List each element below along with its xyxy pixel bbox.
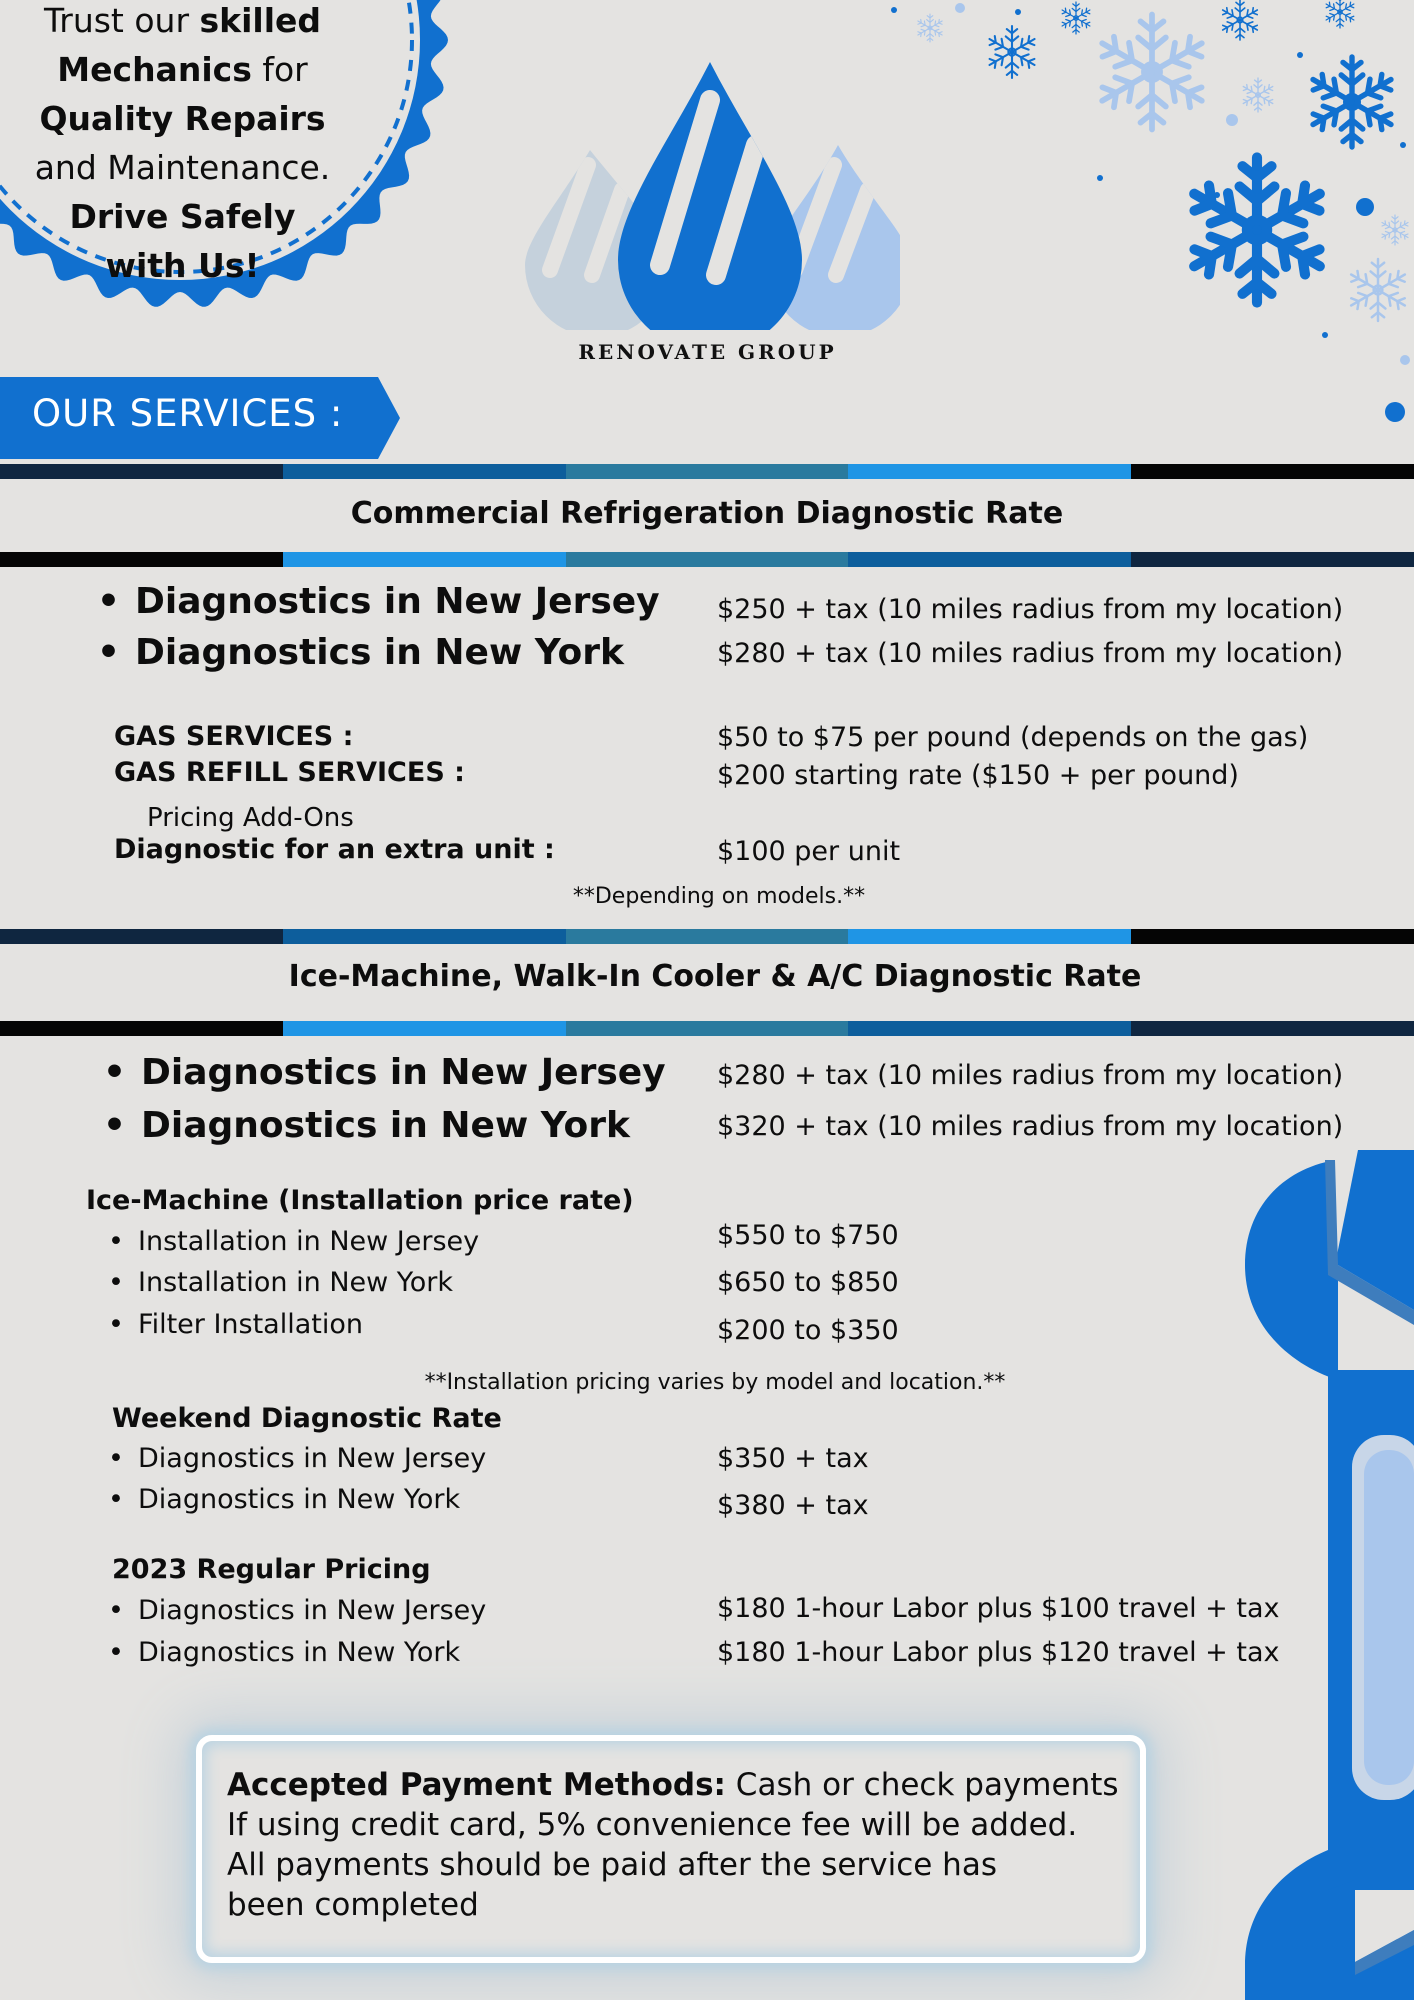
installation-note: **Installation pricing varies by model and location.** — [424, 1370, 1006, 1395]
list-item: • Diagnostics in New Jersey — [108, 1595, 486, 1626]
renovate-group-logo — [520, 60, 900, 330]
price-value: $320 + tax (10 miles radius from my location) — [717, 1111, 1344, 1142]
section-title-ice-machine: Ice-Machine, Walk-In Cooler & A/C Diagnostic Rate — [288, 959, 1142, 994]
list-item: • Diagnostics in New Jersey — [108, 1443, 486, 1474]
gas-services-label: GAS SERVICES : — [114, 721, 354, 752]
price-value: $180 1-hour Labor plus $120 travel + tax — [717, 1637, 1280, 1668]
price-value: $200 to $350 — [717, 1315, 899, 1346]
extra-unit-label: Diagnostic for an extra unit : — [114, 834, 555, 865]
ice-machine-heading: Ice-Machine (Installation price rate) — [86, 1185, 634, 1216]
divider-bar — [0, 1021, 1414, 1036]
price-value: $250 + tax (10 miles radius from my location) — [717, 594, 1344, 625]
price-value: $100 per unit — [717, 836, 901, 867]
pricing-addons-label: Pricing Add-Ons — [147, 803, 354, 833]
list-item: • Diagnostics in New York — [108, 1484, 460, 1515]
price-value: $50 to $75 per pound (depends on the gas) — [717, 722, 1309, 753]
regular-pricing-heading: 2023 Regular Pricing — [112, 1554, 431, 1585]
gas-refill-label: GAS REFILL SERVICES : — [114, 757, 465, 788]
weekend-heading: Weekend Diagnostic Rate — [112, 1403, 502, 1434]
badge-message: Trust our skilled Mechanics for Quality Repairs and Maintenance. Drive Safely with Us! — [34, 1, 331, 285]
price-value: $350 + tax — [717, 1443, 869, 1474]
list-item: • Installation in New York — [108, 1267, 453, 1298]
logo-name: RENOVATE GROUP — [578, 340, 837, 364]
price-value: $380 + tax — [717, 1490, 869, 1521]
models-note: **Depending on models.** — [572, 884, 866, 909]
price-value: $280 + tax (10 miles radius from my location) — [717, 638, 1344, 669]
list-item: • Diagnostics in New York — [108, 1637, 460, 1668]
payment-methods: Accepted Payment Methods: Cash or check payments If using credit card, 5% convenience fee will be added. All payments should be paid after the service has been completed — [227, 1767, 1119, 1923]
services-heading: OUR SERVICES : — [32, 392, 344, 435]
price-value: $200 starting rate ($150 + per pound) — [717, 760, 1239, 791]
list-item: • Diagnostics in New Jersey — [97, 581, 660, 622]
price-value: $280 + tax (10 miles radius from my location) — [717, 1060, 1344, 1091]
list-item: • Diagnostics in New Jersey — [103, 1052, 666, 1093]
divider-bar — [0, 552, 1414, 567]
price-value: $180 1-hour Labor plus $100 travel + tax — [717, 1593, 1280, 1624]
wrench-decoration — [1240, 1150, 1414, 2000]
price-value: $550 to $750 — [717, 1220, 899, 1251]
snowflake-decoration — [880, 0, 1414, 440]
list-item: • Installation in New Jersey — [108, 1226, 479, 1257]
section-title-commercial: Commercial Refrigeration Diagnostic Rate — [350, 496, 1064, 531]
price-value: $650 to $850 — [717, 1267, 899, 1298]
divider-bar — [0, 464, 1414, 479]
list-item: • Diagnostics in New York — [97, 632, 624, 673]
divider-bar — [0, 929, 1414, 944]
list-item: • Filter Installation — [108, 1309, 363, 1340]
list-item: • Diagnostics in New York — [103, 1105, 630, 1146]
